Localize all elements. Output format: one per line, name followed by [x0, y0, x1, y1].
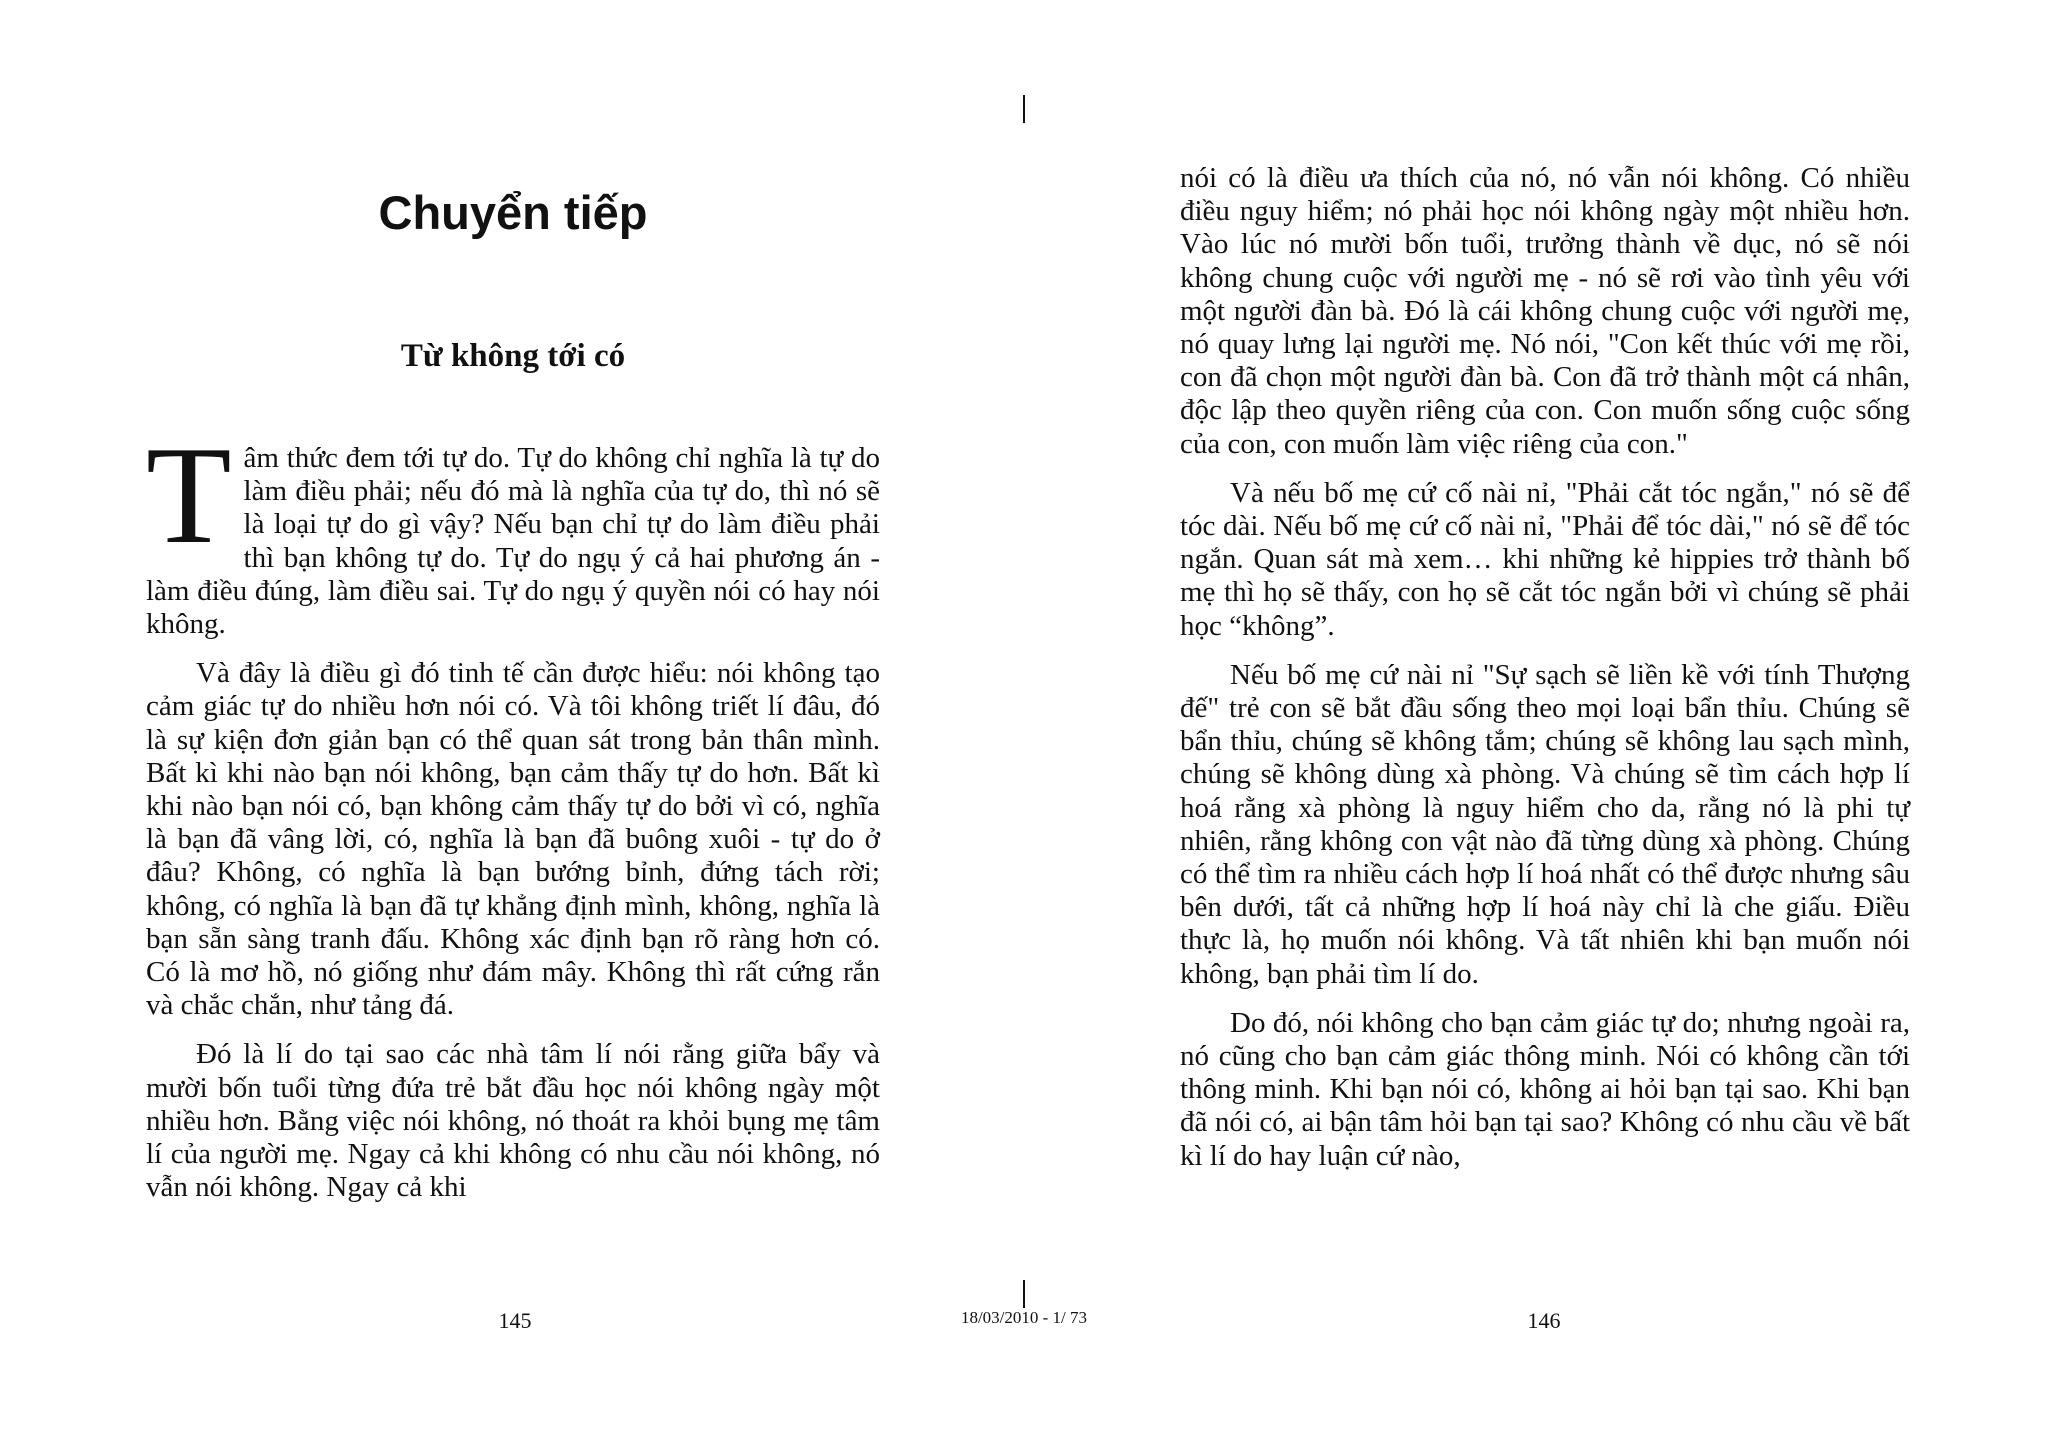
right-page-body — [1180, 162, 1910, 1189]
drop-cap: T — [146, 418, 232, 573]
paragraph: Và đây là điều gì đó tinh tế cần được hiểu: nói không tạo cảm giác tự do nhiều hơn nói có. Và tôi không triết lí đâu, đó là sự kiện đơn giản bạn có thể quan sát trong bản thân mình. Bất kì khi nào bạn nói không, bạn cảm thấy tự do hơn. Bất kì khi nào bạn nói có, bạn không cảm thấy tự do bởi vì có, nghĩa là bạn đã vâng lời, có, nghĩa là bạn đã buông xuôi - tự do ở đâu? Không, có nghĩa là bạn bướng bỉnh, đứng tách rời; không, có nghĩa là bạn đã tự khẳng định mình, không, nghĩa là bạn sẵn sàng tranh đấu. Không xác định bạn rõ ràng hơn có. Có là mơ hồ, nó giống như đám mây. Không thì rất cứng rắn và chắc chắn, như tảng đá. — [146, 657, 880, 1022]
paragraph — [146, 418, 880, 641]
paragraph: nói có là điều ưa thích của nó, nó vẫn nói không. Có nhiều điều nguy hiểm; nó phải học nói không ngày một nhiều hơn. Vào lúc nó mười bốn tuổi, trưởng thành về dục, nó sẽ nói không chung cuộc với người mẹ - nó sẽ rơi vào tình yêu với một người đàn bà. Đó là cái không chung cuộc với người mẹ, nó quay lưng lại người mẹ. Nó nói, "Con kết thúc với mẹ rồi, con đã chọn một người đàn bà. Con đã trở thành một cá nhân, độc lập theo quyền riêng của con. Con muốn sống cuộc sống của con, con muốn làm việc riêng của con." — [1180, 162, 1910, 460]
page-number-right: 146 — [1527, 1308, 1561, 1333]
crop-mark-bottom — [1023, 1280, 1025, 1308]
crop-mark-top — [1023, 95, 1025, 123]
print-footer: 18/03/2010 - 1/ 73 — [960, 1308, 1088, 1327]
section-title: Từ không tới có — [400, 338, 626, 374]
chapter-title: Chuyển tiếp — [378, 186, 648, 239]
paragraph: Nếu bố mẹ cứ nài nỉ "Sự sạch sẽ liền kề với tính Thượng đế" trẻ con sẽ bắt đầu sống theo mọi loại bẩn thỉu. Chúng sẽ bẩn thỉu, chúng sẽ không tắm; chúng sẽ không lau sạch mình, chúng sẽ không dùng xà phòng. Và chúng sẽ tìm cách hợp lí hoá rằng xà phòng là nguy hiểm cho da, rằng nó là phi tự nhiên, rằng không con vật nào đã từng dùng xà phòng. Chúng có thể tìm ra nhiều cách hợp lí hoá nhất có thể được nhưng sâu bên dưới, tất cả những hợp lí hoá này chỉ là che giấu. Điều thực là, họ muốn nói không. Và tất nhiên khi bạn muốn nói không, bạn phải tìm lí do. — [1180, 658, 1910, 990]
paragraph-text: âm thức đem tới tự do. Tự do không chỉ nghĩa là tự do làm điều phải; nếu đó mà là nghĩa của tự do, thì nó sẽ là loại tự do gì vậy? Nếu bạn chỉ tự do làm điều phải thì bạn không tự do. Tự do ngụ ý cả hai phương án - làm điều đúng, làm điều sai. Tự do ngụ ý quyền nói có hay nói không. — [146, 442, 880, 641]
paragraph: Và nếu bố mẹ cứ cố nài nỉ, "Phải cắt tóc ngắn," nó sẽ để tóc dài. Nếu bố mẹ cứ cố nài nỉ, "Phải để tóc dài," nó sẽ để tóc ngắn. Quan sát mà xem… khi những kẻ hippies trở thành bố mẹ thì họ sẽ thấy, con họ sẽ cắt tóc ngắn bởi vì chúng sẽ phải học “không”. — [1180, 476, 1910, 642]
page-number-left: 145 — [498, 1308, 532, 1333]
paragraph: Do đó, nói không cho bạn cảm giác tự do; nhưng ngoài ra, nó cũng cho bạn cảm giác thông minh. Nói có không cần tới thông minh. Khi bạn nói có, không ai hỏi bạn tại sao. Khi bạn đã nói có, ai bận tâm hỏi bạn tại sao? Không có nhu cầu về bất kì lí do hay luận cứ nào, — [1180, 1006, 1910, 1172]
left-page-body — [146, 418, 880, 1220]
paragraph: Đó là lí do tại sao các nhà tâm lí nói rằng giữa bẩy và mười bốn tuổi từng đứa trẻ bắt đầu học nói không ngày một nhiều hơn. Bằng việc nói không, nó thoát ra khỏi bụng mẹ tâm lí của người mẹ. Ngay cả khi không có nhu cầu nói không, nó vẫn nói không. Ngay cả khi — [146, 1038, 880, 1204]
